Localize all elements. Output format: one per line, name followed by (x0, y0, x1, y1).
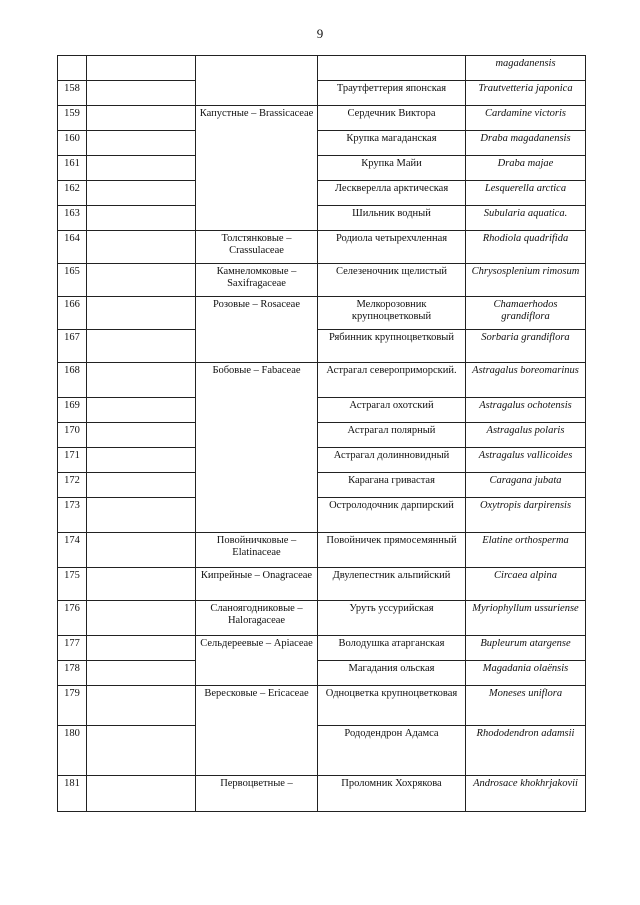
empty-cell (87, 181, 196, 206)
russian-name-cell: Крупка магаданская (318, 131, 466, 156)
latin-name-cell: Myriophyllum ussuriense (466, 601, 586, 636)
latin-name-cell: Astragalus vallicoides (466, 448, 586, 473)
russian-name-cell: Траутфеттерия японская (318, 81, 466, 106)
empty-cell (87, 686, 196, 726)
empty-cell (87, 106, 196, 131)
russian-name-cell: Повойничек прямосемянный (318, 533, 466, 568)
table-row (58, 636, 586, 661)
empty-cell (87, 363, 196, 398)
row-number: 174 (58, 533, 87, 568)
russian-name-cell: Шильник водный (318, 206, 466, 231)
table-row (58, 601, 586, 636)
table-row (58, 131, 586, 156)
russian-name-cell: Уруть уссурийская (318, 601, 466, 636)
russian-name-cell: Астрагал североприморский. (318, 363, 466, 398)
empty-cell (87, 330, 196, 363)
latin-name-cell: Moneses uniflora (466, 686, 586, 726)
empty-cell (87, 156, 196, 181)
russian-name-cell: Проломник Хохрякова (318, 776, 466, 812)
family-cell: Вересковые – Ericaceae (196, 686, 318, 776)
latin-name-cell: Sorbaria grandiflora (466, 330, 586, 363)
russian-name-cell: Рододендрон Адамса (318, 726, 466, 776)
empty-cell (87, 131, 196, 156)
table-row (58, 81, 586, 106)
row-number: 170 (58, 423, 87, 448)
row-number: 181 (58, 776, 87, 812)
row-number: 172 (58, 473, 87, 498)
table-row (58, 423, 586, 448)
latin-name-cell: Rhododendron adamsii (466, 726, 586, 776)
table-row (58, 297, 586, 330)
row-number: 171 (58, 448, 87, 473)
russian-name-cell: Остролодочник дарпирский (318, 498, 466, 533)
russian-name-cell: Астрагал полярный (318, 423, 466, 448)
family-cell-continuation (196, 56, 318, 106)
table-row (58, 363, 586, 398)
row-number: 161 (58, 156, 87, 181)
page-number: 9 (316, 26, 324, 41)
family-cell: Первоцветные – (196, 776, 318, 812)
latin-name-cell: Bupleurum atargense (466, 636, 586, 661)
table-row (58, 473, 586, 498)
family-cell: Капустные – Brassicaceae (196, 106, 318, 231)
empty-cell (87, 264, 196, 297)
latin-name-cell: Astragalus boreomarinus (466, 363, 586, 398)
latin-name-cell: Subularia aquatica. (466, 206, 586, 231)
table-row (58, 156, 586, 181)
table-row (58, 533, 586, 568)
row-number: 162 (58, 181, 87, 206)
empty-cell (87, 776, 196, 812)
row-number: 176 (58, 601, 87, 636)
latin-name-cell: magadanensis (466, 56, 586, 81)
russian-name-cell: Магадания ольская (318, 661, 466, 686)
table-row (58, 448, 586, 473)
table-row (58, 231, 586, 264)
family-cell: Розовые – Rosaceae (196, 297, 318, 363)
table-row (58, 661, 586, 686)
table-row (58, 106, 586, 131)
latin-name-cell: Oxytropis darpirensis (466, 498, 586, 533)
empty-cell (87, 661, 196, 686)
russian-name-cell: Мелкорозовник крупноцветковый (318, 297, 466, 330)
row-number: 178 (58, 661, 87, 686)
row-number: 163 (58, 206, 87, 231)
row-number: 159 (58, 106, 87, 131)
row-number: 164 (58, 231, 87, 264)
latin-name-cell: Cardamine victoris (466, 106, 586, 131)
family-cell: Кипрейные – Onagraceae (196, 568, 318, 601)
latin-name-cell: Rhodiola quadrifida (466, 231, 586, 264)
empty-cell (87, 726, 196, 776)
family-cell: Толстянковые – Crassulaceae (196, 231, 318, 264)
row-number: 166 (58, 297, 87, 330)
latin-name-cell: Elatine orthosperma (466, 533, 586, 568)
latin-name-cell: Caragana jubata (466, 473, 586, 498)
row-number: 169 (58, 398, 87, 423)
russian-name-cell: Одноцветка крупноцветковая (318, 686, 466, 726)
latin-name-cell: Circaea alpina (466, 568, 586, 601)
table-row (58, 498, 586, 533)
russian-name-cell: Двулепестник альпийский (318, 568, 466, 601)
russian-name-cell: Сердечник Виктора (318, 106, 466, 131)
russian-name-cell: Карагана гривастая (318, 473, 466, 498)
russian-name-cell: Крупка Майи (318, 156, 466, 181)
latin-name-cell: Magadania olaënsis (466, 661, 586, 686)
empty-cell (87, 81, 196, 106)
latin-name-cell: Androsace khokhrjakovii (466, 776, 586, 812)
latin-name-cell: Trautvetteria japonica (466, 81, 586, 106)
row-number: 175 (58, 568, 87, 601)
row-number: 158 (58, 81, 87, 106)
table-row (58, 264, 586, 297)
table-row (58, 726, 586, 776)
row-number: 160 (58, 131, 87, 156)
row-number: 168 (58, 363, 87, 398)
table-row-continuation (58, 56, 586, 81)
empty-cell (87, 398, 196, 423)
empty-cell (87, 297, 196, 330)
species-table (57, 55, 586, 812)
russian-name-cell: Родиола четырехчленная (318, 231, 466, 264)
latin-name-cell: Chamaerhodos grandiflora (466, 297, 586, 330)
latin-name-cell: Chrysosplenium rimosum (466, 264, 586, 297)
table-row (58, 398, 586, 423)
row-number: 177 (58, 636, 87, 661)
row-number: 173 (58, 498, 87, 533)
empty-cell (87, 448, 196, 473)
latin-name-cell: Astragalus polaris (466, 423, 586, 448)
family-cell: Камнеломковые – Saxifragaceae (196, 264, 318, 297)
empty-cell (87, 231, 196, 264)
empty-cell (87, 601, 196, 636)
russian-name-cell: Володушка атарганская (318, 636, 466, 661)
row-number: 180 (58, 726, 87, 776)
russian-name-cell: Астрагал долинновидный (318, 448, 466, 473)
russian-name-cell: Лесквереллa арктическая (318, 181, 466, 206)
row-number: 179 (58, 686, 87, 726)
russian-name-cell: Селезеночник щелистый (318, 264, 466, 297)
table-row (58, 776, 586, 812)
table-row (58, 568, 586, 601)
table-row (58, 686, 586, 726)
empty-cell (87, 498, 196, 533)
latin-name-cell: Draba magadanensis (466, 131, 586, 156)
empty-cell (87, 423, 196, 448)
family-cell: Сельдереевые – Apiaceae (196, 636, 318, 686)
table-row (58, 330, 586, 363)
empty-cell (87, 473, 196, 498)
family-cell: Бобовые – Fabaceae (196, 363, 318, 533)
table-row (58, 181, 586, 206)
empty-cell (87, 206, 196, 231)
latin-name-cell: Astragalus ochotensis (466, 398, 586, 423)
russian-name-cell: Рябинник крупноцветковый (318, 330, 466, 363)
empty-cell (87, 636, 196, 661)
row-number: 165 (58, 264, 87, 297)
latin-name-cell: Draba majae (466, 156, 586, 181)
table-row (58, 206, 586, 231)
russian-name-cell: Астрагал охотский (318, 398, 466, 423)
latin-name-cell: Lesquerella arctica (466, 181, 586, 206)
empty-cell (87, 568, 196, 601)
family-cell: Сланоягодниковые – Haloragaceae (196, 601, 318, 636)
row-number: 167 (58, 330, 87, 363)
empty-cell (87, 533, 196, 568)
family-cell: Повойничковые – Elatinaceae (196, 533, 318, 568)
